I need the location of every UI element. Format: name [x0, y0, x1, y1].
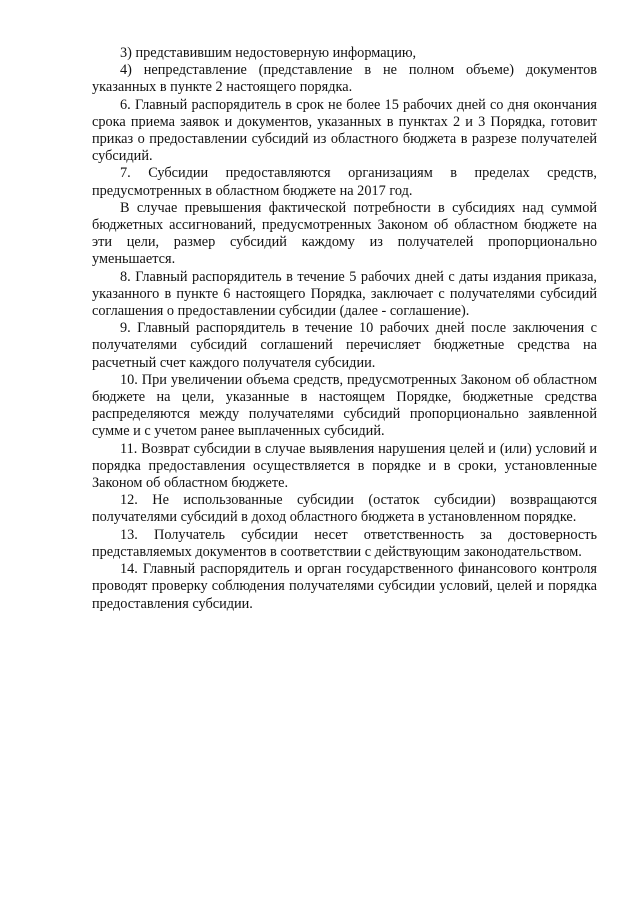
- paragraph-item-3: 3) представившим недостоверную информацию,: [120, 45, 417, 61]
- paragraph-clause-12: 12. Не использованные субсидии (остаток субсидии) возвращаются получателями субсидий в доход областного бюджета в установленном порядке.: [92, 492, 597, 526]
- paragraph-clause-14: 14. Главный распорядитель и орган государственного финансового контроля проводят проверку соблюдения получателями субсидии условий, целей и порядка предоставления субсидии.: [92, 561, 597, 612]
- paragraph-item-4: 4) непредставление (представление в не полном объеме) документов указанных в пункте 2 настоящего порядка.: [92, 62, 597, 96]
- document-page: [92, 45, 597, 613]
- paragraph-clause-11: 11. Возврат субсидии в случае выявления нарушения целей и (или) условий и порядка предоставления осуществляется в порядке и в сроки, установленные Законом об областном бюджете.: [92, 440, 597, 492]
- paragraph-clause-6: 6. Главный распорядитель в срок не более 15 рабочих дней со дня окончания срока приема заявок и документов, указанных в пунктах 2 и 3 Порядка, готовит приказ о предоставлении субсидий из областного бюджета в разрезе получателей субсидий.: [92, 96, 597, 165]
- paragraph-clause-13: 13. Получатель субсидии несет ответственность за достоверность представляемых документов в соответствии с действующим законодательством.: [92, 526, 597, 560]
- paragraph-clause-8: 8. Главный распорядитель в течение 5 рабочих дней с даты издания приказа, указанного в пункте 6 настоящего Порядка, заключает с получателями субсидий соглашения о предоставлении субсидии (далее - соглашение).: [92, 268, 597, 320]
- paragraph-clause-9: 9. Главный распорядитель в течение 10 рабочих дней после заключения с получателями субсидий соглашений перечисляет бюджетные средства на расчетный счет каждого получателя субсидии.: [92, 320, 597, 371]
- paragraph-clause-7-continued: В случае превышения фактической потребности в субсидиях над суммой бюджетных ассигнований, предусмотренных Законом об областном бюджете на эти цели, размер субсидий каждому из получателей пропорционально уменьшается.: [92, 199, 597, 268]
- paragraph-clause-10: 10. При увеличении объема средств, предусмотренных Законом об областном бюджете на цели, указанные в настоящем Порядке, бюджетные средства распределяются между получателями субсидий пропорционально заявленной сумме и с учетом ранее выплаченных субсидий.: [92, 371, 597, 440]
- paragraph-clause-7: 7. Субсидии предоставляются организациям в пределах средств, предусмотренных в областном бюджете на 2017 год.: [92, 165, 597, 199]
